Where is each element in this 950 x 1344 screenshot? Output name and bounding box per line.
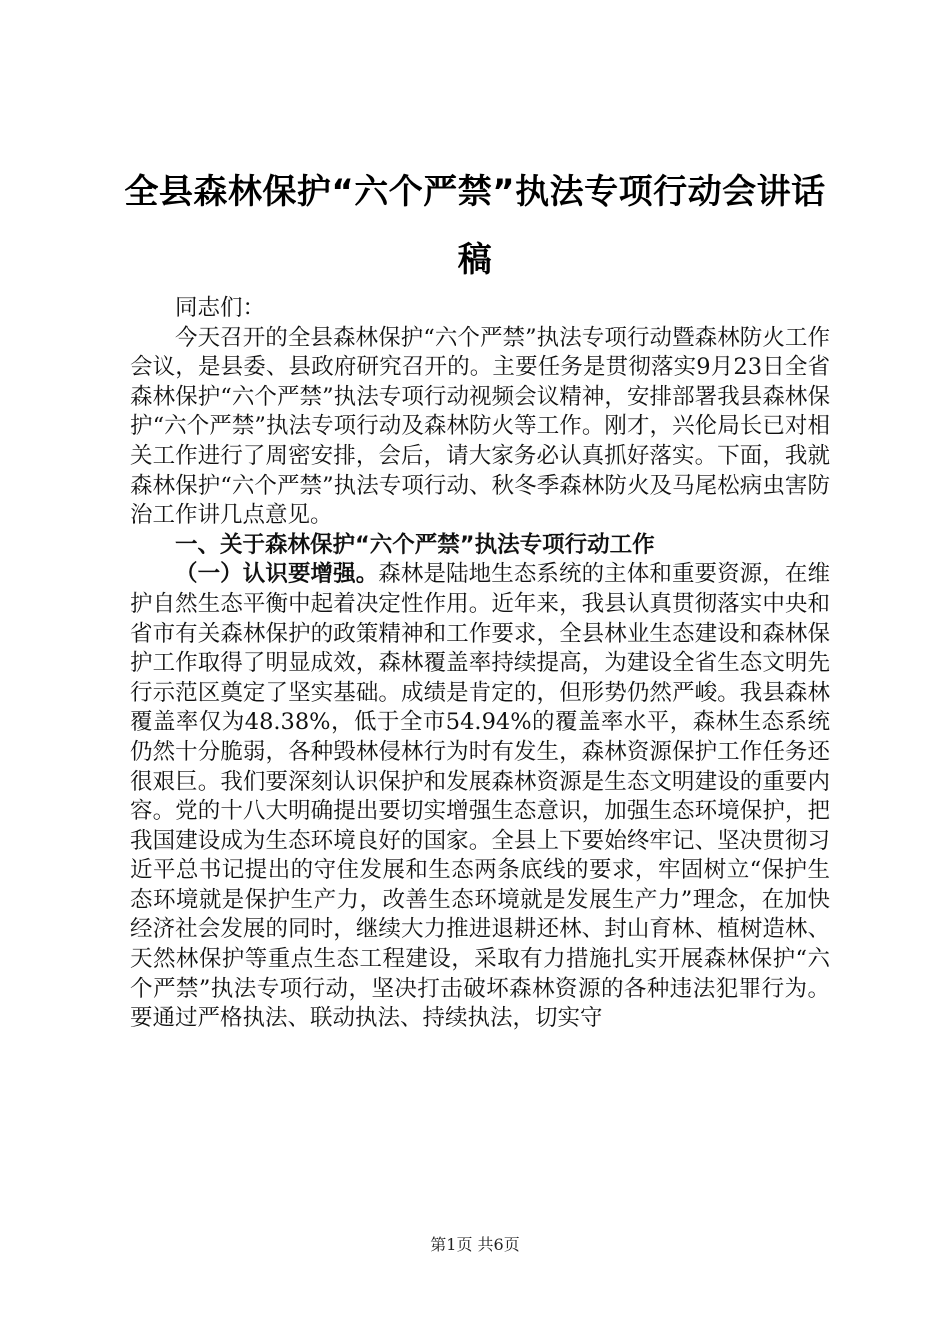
document-body — [130, 294, 830, 1034]
section-heading: 一、关于森林保护“六个严禁”执法专项行动工作 — [175, 531, 655, 558]
intro-paragraph: 今天召开的全县森林保护“六个严禁”执法专项行动暨森林防火工作会议，是县委、县政府研究召开的。主要任务是贯彻落实9月23日全省森林保护“六个严禁”执法专项行动视频会议精神，安排部署我县森林保护“六个严禁”执法专项行动及森林防火等工作。刚才，兴伦局长已对相关工作进行了周密安排，会后，请大家务必认真抓好落实。下面，我就森林保护“六个严禁”执法专项行动、秋冬季森林防火及马尾松病虫害防治工作讲几点意见。 — [130, 324, 830, 529]
page-footer: 第1页 共6页 — [430, 1235, 520, 1254]
salutation: 同志们： — [175, 295, 266, 321]
subsection-lead: （一）认识要增强。 — [175, 561, 379, 588]
subsection-paragraph — [130, 560, 830, 1034]
subsection-text: 森林是陆地生态系统的主体和重要资源，在维护自然生态平衡中起着决定性作用。近年来，我县认真贯彻落实中央和省市有关森林保护的政策精神和工作要求，全县林业生态建设和森林保护工作取得了明显成效，森林覆盖率持续提高，为建设全省生态文明先行示范区奠定了坚实基础。成绩是肯定的，但形势仍然严峻。我县森林覆盖率仅为48.38%，低于全市54.94%的覆盖率水平，森林生态系统仍然十分脆弱，各种毁林侵林行为时有发生，森林资源保护工作任务还很艰巨。我们要深刻认识保护和发展森林资源是生态文明建设的重要内容。党的十八大明确提出要切实增强生态意识，加强生态环境保护，把我国建设成为生态环境良好的国家。全县上下要始终牢记、坚决贯彻习近平总书记提出的守住发展和生态两条底线的要求，牢固树立“保护生态环境就是保护生产力，改善生态环境就是发展生产力”理念，在加快经济社会发展的同时，继续大力推进退耕还林、封山育林、植树造林、天然林保护等重点生态工程建设，采取有力措施扎实开展森林保护“六个严禁”执法专项行动，坚决打击破坏森林资源的各种违法犯罪行为。要通过严格执法、联动执法、持续执法，切实守 — [130, 561, 830, 1032]
document-title: 全县森林保护“六个严禁”执法专项行动会讲话稿 — [124, 172, 826, 280]
